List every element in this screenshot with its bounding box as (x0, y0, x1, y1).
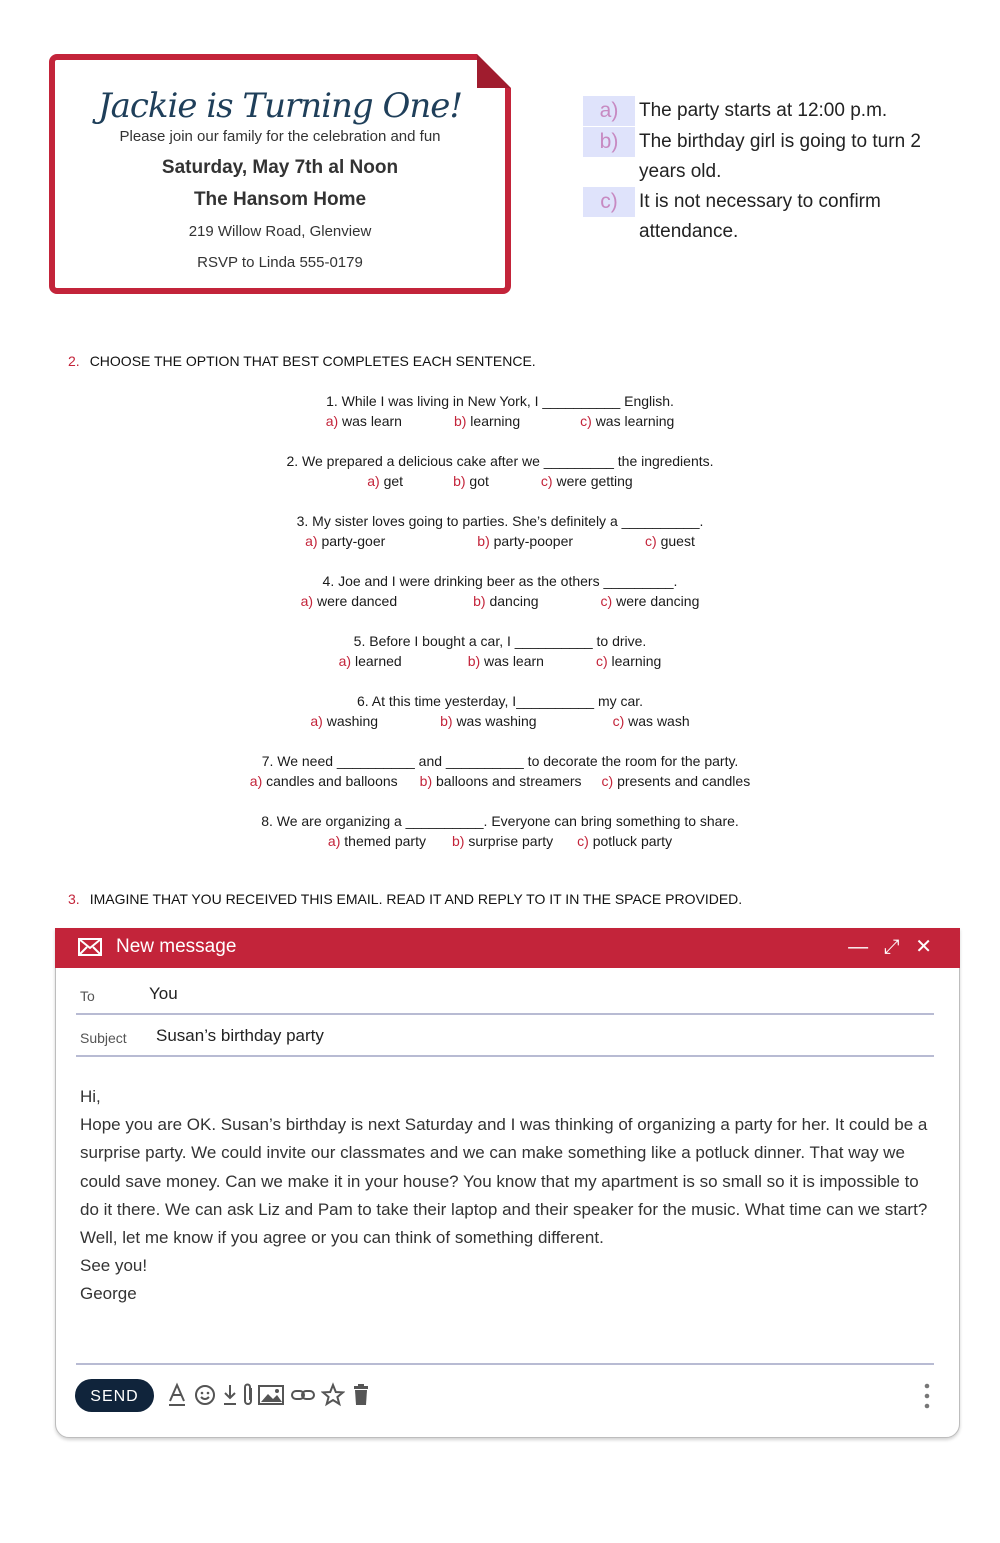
section-number: 3. (68, 891, 80, 907)
invitation-rsvp: RSVP to Linda 555-0179 (197, 254, 363, 271)
question-text: 4. Joe and I were drinking beer as the others _________. (322, 573, 678, 589)
to-value[interactable]: You (149, 984, 178, 1003)
trash-icon[interactable] (348, 1382, 374, 1410)
option-c[interactable]: c) presents and candles (601, 773, 751, 789)
invitation-address: 219 Willow Road, Glenview (188, 223, 372, 240)
send-button[interactable]: SEND (75, 1379, 154, 1412)
option-a[interactable]: a) was learn (325, 413, 402, 429)
section-3-heading (68, 891, 742, 907)
to-label: To (80, 988, 95, 1004)
invitation-date: Saturday, May 7th al Noon (161, 157, 399, 178)
question-2 (0, 451, 1000, 491)
option-a[interactable]: a) washing (310, 713, 379, 729)
email-window-title: New message (116, 936, 237, 957)
email-compose-window (55, 928, 960, 1438)
image-icon[interactable] (256, 1382, 286, 1410)
question-text: 2. We prepared a delicious cake after we _________ the ingredients. (286, 453, 714, 469)
subject-value[interactable]: Susan’s birthday party (156, 1026, 324, 1045)
question-text: 6. At this time yesterday, I__________ my car. (356, 693, 644, 709)
question-text: 3. My sister loves going to parties. She’s definitely a __________. (296, 513, 704, 529)
option-a[interactable]: a) were danced (300, 593, 398, 609)
option-c[interactable]: c) potluck party (577, 833, 673, 849)
email-greeting: Hi, (80, 1087, 101, 1106)
statement-letter[interactable]: b) (583, 127, 635, 157)
subject-field[interactable] (76, 1015, 934, 1057)
question-text: 7. We need __________ and __________ to decorate the room for the party. (261, 753, 739, 769)
question-5 (0, 631, 1000, 671)
question-7 (0, 751, 1000, 791)
option-c[interactable]: c) was learning (580, 413, 675, 429)
more-options-icon[interactable] (922, 1383, 932, 1409)
emoji-icon[interactable] (192, 1382, 218, 1410)
option-a[interactable]: a) learned (338, 653, 402, 669)
email-body[interactable] (80, 1083, 936, 1309)
question-3 (0, 511, 1000, 551)
option-a[interactable]: a) party-goer (305, 533, 386, 549)
option-b[interactable]: b) surprise party (451, 833, 554, 849)
text-format-icon[interactable] (164, 1382, 190, 1410)
option-c[interactable]: c) was wash (612, 713, 690, 729)
option-c[interactable]: c) were getting (540, 473, 633, 489)
link-icon[interactable] (290, 1382, 316, 1410)
statement-letter[interactable]: c) (583, 187, 635, 217)
email-signature: George (80, 1284, 137, 1304)
question-text: 5. Before I bought a car, I __________ to drive. (353, 633, 647, 649)
card-corner-fold (477, 54, 511, 88)
question-1 (0, 391, 1000, 431)
option-c[interactable]: c) were dancing (600, 593, 700, 609)
section-number: 2. (68, 353, 80, 369)
option-c[interactable]: c) learning (595, 653, 662, 669)
option-b[interactable]: b) was learn (467, 653, 544, 669)
option-a[interactable]: a) get (367, 473, 404, 489)
option-b[interactable]: b) dancing (473, 593, 539, 609)
invitation-place: The Hansom Home (193, 189, 367, 210)
email-signoff: See you! (80, 1256, 148, 1276)
statement-text: The birthday girl is going to turn 2 years old. (639, 131, 921, 182)
question-text: 1. While I was living in New York, I __________ English. (326, 393, 674, 409)
invitation-subtitle: Please join our family for the celebration and fun (119, 128, 441, 145)
question-6 (0, 691, 1000, 731)
question-8 (0, 811, 1000, 851)
expand-icon[interactable]: ⤢ (883, 936, 900, 958)
email-closing-line: Well, let me know if you agree or you can think of something different. (80, 1228, 604, 1248)
section-title: CHOOSE THE OPTION THAT BEST COMPLETES EACH SENTENCE. (89, 353, 536, 369)
section-title: IMAGINE THAT YOU RECEIVED THIS EMAIL. READ IT AND REPLY TO IT IN THE SPACE PROVIDED. (89, 891, 743, 907)
envelope-icon (77, 936, 103, 958)
email-header-bar (55, 928, 960, 968)
option-b[interactable]: b) balloons and streamers (419, 773, 582, 789)
star-icon[interactable] (320, 1382, 346, 1410)
subject-label: Subject (80, 1030, 127, 1046)
section-2-heading (68, 353, 536, 369)
question-text: 8. We are organizing a __________. Everyone can bring something to share. (261, 813, 739, 829)
statement-letter[interactable]: a) (583, 96, 635, 126)
statement-text: It is not necessary to confirm attendance. (639, 191, 881, 242)
question-4 (0, 571, 1000, 611)
option-c[interactable]: c) guest (645, 533, 695, 549)
option-a[interactable]: a) themed party (327, 833, 426, 849)
option-b[interactable]: b) was washing (440, 713, 537, 729)
email-paragraph: Hope you are OK. Susan’s birthday is next Saturday and I was thinking of organizing a party for her. It could be a surprise party. We could invite our classmates and we can make something like a potluck dinner. That way we could save money. Can we make it in your house? You know that my apartment is so small so it is impossible to do it there. We can ask Liz and Pam to take their laptop and their speaker for the music. What time can we start? (80, 1115, 928, 1219)
invitation-card (49, 54, 511, 294)
option-a[interactable]: a) candles and balloons (249, 773, 398, 789)
to-field[interactable] (76, 973, 934, 1015)
statement-text: The party starts at 12:00 p.m. (639, 100, 888, 121)
minimize-icon[interactable]: — (848, 936, 869, 958)
compose-divider (76, 1363, 934, 1365)
invitation-title: Jackie is Turning One! (97, 86, 463, 126)
close-icon[interactable]: ✕ (915, 936, 932, 958)
option-b[interactable]: b) party-pooper (477, 533, 574, 549)
option-b[interactable]: b) learning (453, 413, 521, 429)
option-b[interactable]: b) got (453, 473, 489, 489)
